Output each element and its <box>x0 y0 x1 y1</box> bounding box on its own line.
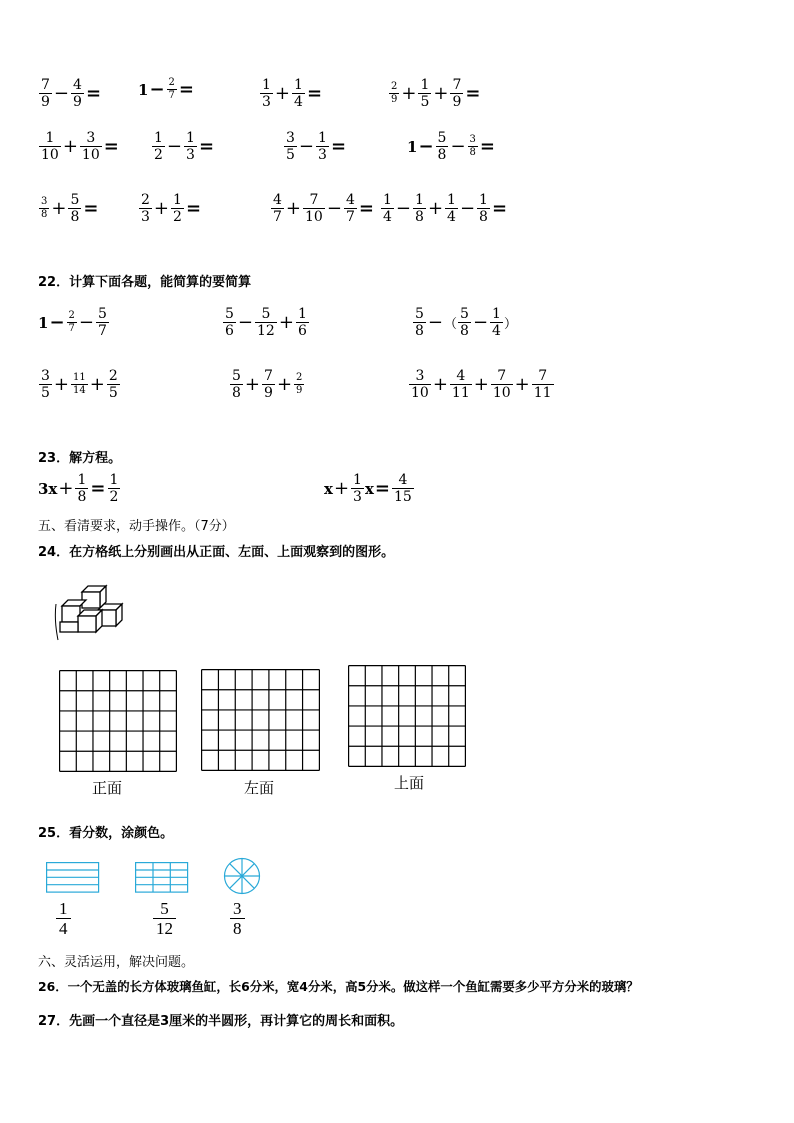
numerator: 7 <box>538 368 548 384</box>
numerator: 11 <box>73 372 86 383</box>
numerator: 4 <box>273 192 282 208</box>
equals-sign: = <box>374 478 391 499</box>
operator: + <box>514 374 530 395</box>
term: x <box>324 479 333 498</box>
numerator: 4 <box>345 192 355 208</box>
numerator: 4 <box>398 472 408 488</box>
numerator: 5 <box>415 306 424 322</box>
expression <box>151 130 215 163</box>
fraction <box>107 368 120 401</box>
denominator: 11 <box>533 385 552 401</box>
fraction <box>351 472 364 505</box>
operator: + <box>244 374 261 395</box>
expression <box>229 368 305 401</box>
equals-sign: = <box>491 198 508 219</box>
fraction <box>39 368 52 401</box>
denominator: 8 <box>415 209 424 225</box>
left-view-label: 左面 <box>244 779 275 797</box>
operator: + <box>153 198 170 219</box>
expression <box>407 130 496 163</box>
fraction <box>389 81 399 106</box>
denominator: 10 <box>411 385 429 401</box>
equation-2 <box>324 472 415 505</box>
numerator: 7 <box>41 77 50 93</box>
numerator: 1 <box>294 77 303 93</box>
numerator: 3 <box>41 196 48 207</box>
q21-row2 <box>0 130 794 170</box>
whole-number: 1 <box>407 137 418 156</box>
fraction <box>260 77 273 110</box>
numerator: 4 <box>456 368 466 384</box>
numerator: 5 <box>70 192 80 208</box>
denominator: 9 <box>73 94 82 110</box>
denominator: 2 <box>154 147 163 163</box>
equals-sign: = <box>358 198 374 219</box>
denominator: 12 <box>153 918 176 938</box>
left-view-grid[interactable] <box>201 669 320 771</box>
denominator: 7 <box>273 209 282 225</box>
fraction <box>68 192 81 225</box>
denominator: 7 <box>68 323 75 334</box>
operator: + <box>62 136 78 157</box>
operator: − <box>450 136 466 157</box>
fraction <box>255 306 277 339</box>
operator: + <box>285 198 302 219</box>
equals-sign: = <box>306 83 323 104</box>
fraction <box>262 368 275 401</box>
fraction <box>418 77 431 110</box>
operator: + <box>51 198 67 219</box>
denominator: 9 <box>264 385 273 401</box>
expression <box>38 192 99 225</box>
front-view-label: 正面 <box>92 779 123 797</box>
equals-sign: = <box>103 136 119 157</box>
expression <box>138 192 202 225</box>
operator: + <box>276 374 293 395</box>
fraction <box>532 368 554 401</box>
denominator: 3 <box>141 209 150 225</box>
numerator: 7 <box>309 192 319 208</box>
expression <box>380 192 508 225</box>
expression <box>38 77 102 110</box>
operator: + <box>89 374 105 395</box>
expression <box>38 306 110 339</box>
numerator: 1 <box>45 130 55 146</box>
fraction <box>392 472 414 505</box>
q26-text: 26．一个无盖的长方体玻璃鱼缸，长6分米，宽4分米，高5分米。做这样一个鱼缸需要多少平方分米的玻璃？ <box>38 979 639 994</box>
equals-sign: = <box>83 198 99 219</box>
operator: − <box>149 79 165 100</box>
expression <box>259 77 323 110</box>
equals-sign: = <box>479 136 496 157</box>
numerator: 1 <box>383 192 392 208</box>
section-5-heading: 五、看清要求，动手操作。（7分） <box>38 519 235 534</box>
numerator: 2 <box>296 372 303 383</box>
denominator: 7 <box>345 209 355 225</box>
numerator: 3 <box>233 899 242 918</box>
denominator: 9 <box>452 94 462 110</box>
equals-sign: = <box>198 136 215 157</box>
numerator: 2 <box>68 310 75 321</box>
fraction <box>152 130 165 163</box>
numerator: 3 <box>415 368 425 384</box>
denominator: 3 <box>353 489 362 505</box>
term: 3x <box>38 479 58 498</box>
denominator: 9 <box>296 385 303 396</box>
denominator: 10 <box>81 147 100 163</box>
denominator: 10 <box>41 147 59 163</box>
equals-sign: = <box>178 79 194 100</box>
equals-sign: = <box>90 478 106 499</box>
operator: − <box>418 136 434 157</box>
fraction <box>39 77 52 110</box>
denominator: 8 <box>230 918 245 938</box>
operator: + <box>401 83 417 104</box>
q22-title: 22．计算下面各题，能简算的要简算 <box>38 275 252 290</box>
numerator: 3 <box>469 134 476 145</box>
expression <box>270 192 375 225</box>
numerator: 2 <box>168 77 175 88</box>
operator: − <box>237 312 254 333</box>
equation-1 <box>38 472 121 505</box>
numerator: 1 <box>59 899 68 918</box>
fraction <box>284 130 297 163</box>
expression <box>222 306 310 339</box>
numerator: 2 <box>391 81 398 92</box>
expression <box>388 77 482 110</box>
denominator: 8 <box>460 323 469 339</box>
fraction <box>468 134 478 159</box>
shape-eighths-circle[interactable] <box>223 857 261 895</box>
denominator: 4 <box>383 209 392 225</box>
right-paren: ） <box>503 317 517 332</box>
numerator: 3 <box>286 130 295 146</box>
fraction <box>223 306 236 339</box>
denominator: 5 <box>41 385 50 401</box>
fraction <box>409 368 431 401</box>
operator: − <box>49 312 65 333</box>
denominator: 8 <box>41 209 48 220</box>
operator: + <box>333 478 350 499</box>
term: x <box>364 479 374 498</box>
fraction <box>292 77 305 110</box>
numerator: 1 <box>297 306 307 322</box>
numerator: 1 <box>318 130 327 146</box>
q22-row1 <box>0 306 794 346</box>
numerator: 7 <box>452 77 462 93</box>
denominator: 7 <box>168 90 175 101</box>
denominator: 8 <box>415 323 424 339</box>
operator: + <box>427 198 444 219</box>
q21-row1 <box>0 77 794 117</box>
fraction-five-twelfths <box>153 899 176 938</box>
denominator: 2 <box>109 489 119 505</box>
operator: − <box>53 83 70 104</box>
shape-quarter-rectangle[interactable] <box>46 862 100 893</box>
numerator: 1 <box>479 192 488 208</box>
fraction <box>296 306 309 339</box>
denominator: 4 <box>294 94 303 110</box>
expression <box>412 306 517 339</box>
denominator: 5 <box>286 147 295 163</box>
denominator: 8 <box>479 209 488 225</box>
operator: + <box>274 83 291 104</box>
denominator: 3 <box>186 147 195 163</box>
denominator: 7 <box>98 323 107 339</box>
fraction <box>450 77 463 110</box>
fraction <box>316 130 329 163</box>
numerator: 1 <box>415 192 424 208</box>
equals-sign: = <box>330 136 347 157</box>
operator: − <box>459 198 476 219</box>
top-view-label: 上面 <box>394 774 425 792</box>
operator: − <box>427 312 444 333</box>
numerator: 5 <box>261 306 271 322</box>
denominator: 10 <box>492 385 511 401</box>
fraction <box>477 192 490 225</box>
numerator: 1 <box>262 77 271 93</box>
numerator: 4 <box>73 77 82 93</box>
fraction <box>139 192 152 225</box>
fraction <box>67 310 77 335</box>
numerator: 5 <box>232 368 241 384</box>
fraction <box>171 192 184 225</box>
operator: + <box>433 83 449 104</box>
numerator: 1 <box>447 192 456 208</box>
fraction <box>344 192 357 225</box>
denominator: 8 <box>469 147 476 158</box>
denominator: 4 <box>56 918 71 938</box>
numerator: 1 <box>154 130 163 146</box>
denominator: 9 <box>41 94 50 110</box>
numerator: 5 <box>225 306 234 322</box>
numerator: 1 <box>109 472 119 488</box>
fraction <box>413 192 426 225</box>
numerator: 7 <box>497 368 507 384</box>
expression <box>408 368 555 401</box>
fraction <box>271 192 284 225</box>
fraction <box>39 130 61 163</box>
expression <box>138 77 195 102</box>
operator: + <box>58 478 74 499</box>
fraction <box>80 130 102 163</box>
denominator: 10 <box>305 209 323 225</box>
operator: − <box>472 312 489 333</box>
cube-stack-figure <box>52 584 136 644</box>
numerator: 5 <box>160 899 169 918</box>
operator: − <box>166 136 183 157</box>
q27-text: 27．先画一个直径是3厘米的半圆形，再计算它的周长和面积。 <box>38 1014 404 1029</box>
fraction <box>71 77 84 110</box>
expression <box>38 368 121 401</box>
numerator: 2 <box>141 192 150 208</box>
q22-row2 <box>0 368 794 408</box>
denominator: 5 <box>108 385 118 401</box>
operator: + <box>278 312 294 333</box>
operator: − <box>78 312 94 333</box>
fraction <box>167 77 177 102</box>
denominator: 6 <box>225 323 234 339</box>
q25-title: 25．看分数，涂颜色。 <box>38 826 174 841</box>
front-view-grid[interactable] <box>59 670 177 772</box>
fraction-three-eighths <box>230 899 245 938</box>
operator: − <box>326 198 342 219</box>
denominator: 3 <box>262 94 271 110</box>
whole-number: 1 <box>38 313 49 332</box>
operator: + <box>473 374 489 395</box>
denominator: 4 <box>492 323 501 339</box>
denominator: 12 <box>257 323 275 339</box>
fraction <box>491 368 513 401</box>
numerator: 7 <box>264 368 273 384</box>
denominator: 9 <box>391 94 398 105</box>
numerator: 2 <box>108 368 118 384</box>
fraction <box>96 306 109 339</box>
numerator: 3 <box>86 130 96 146</box>
fraction <box>184 130 197 163</box>
denominator: 14 <box>73 385 86 396</box>
q21-row3 <box>0 192 794 232</box>
numerator: 5 <box>437 130 447 146</box>
denominator: 8 <box>437 147 447 163</box>
fraction <box>458 306 471 339</box>
denominator: 8 <box>77 489 87 505</box>
fraction <box>445 192 458 225</box>
top-view-grid[interactable] <box>348 665 466 767</box>
shape-twelfths-rectangle[interactable] <box>135 862 189 893</box>
fraction <box>230 368 243 401</box>
numerator: 1 <box>353 472 362 488</box>
denominator: 11 <box>451 385 470 401</box>
equals-sign: = <box>185 198 202 219</box>
q24-title: 24．在方格纸上分别画出从正面、左面、上面观察到的图形。 <box>38 545 395 560</box>
fraction <box>294 372 304 397</box>
fraction <box>303 192 325 225</box>
left-paren: （ <box>444 317 458 332</box>
numerator: 1 <box>173 192 182 208</box>
denominator: 8 <box>232 385 241 401</box>
denominator: 5 <box>420 94 430 110</box>
fraction-one-quarter <box>56 899 71 938</box>
fraction <box>75 472 88 505</box>
fraction <box>490 306 503 339</box>
denominator: 3 <box>318 147 327 163</box>
whole-number: 1 <box>138 80 149 99</box>
numerator: 1 <box>77 472 87 488</box>
fraction <box>71 372 88 397</box>
numerator: 5 <box>98 306 107 322</box>
numerator: 1 <box>492 306 501 322</box>
expression <box>283 130 347 163</box>
operator: − <box>395 198 412 219</box>
numerator: 1 <box>186 130 195 146</box>
expression <box>38 130 120 163</box>
fraction <box>413 306 426 339</box>
fraction <box>436 130 449 163</box>
denominator: 6 <box>297 323 307 339</box>
fraction <box>39 196 49 221</box>
denominator: 8 <box>70 209 80 225</box>
denominator: 4 <box>447 209 456 225</box>
operator: − <box>298 136 315 157</box>
equals-sign: = <box>85 83 102 104</box>
fraction <box>450 368 472 401</box>
q23-row <box>0 472 794 512</box>
denominator: 15 <box>394 489 412 505</box>
numerator: 1 <box>420 77 430 93</box>
numerator: 5 <box>460 306 469 322</box>
denominator: 2 <box>173 209 182 225</box>
section-6-heading: 六、灵活运用，解决问题。 <box>38 955 195 970</box>
numerator: 3 <box>41 368 50 384</box>
fraction <box>108 472 121 505</box>
q23-title: 23．解方程。 <box>38 451 122 466</box>
equals-sign: = <box>465 83 481 104</box>
operator: + <box>53 374 70 395</box>
fraction <box>381 192 394 225</box>
operator: + <box>432 374 448 395</box>
